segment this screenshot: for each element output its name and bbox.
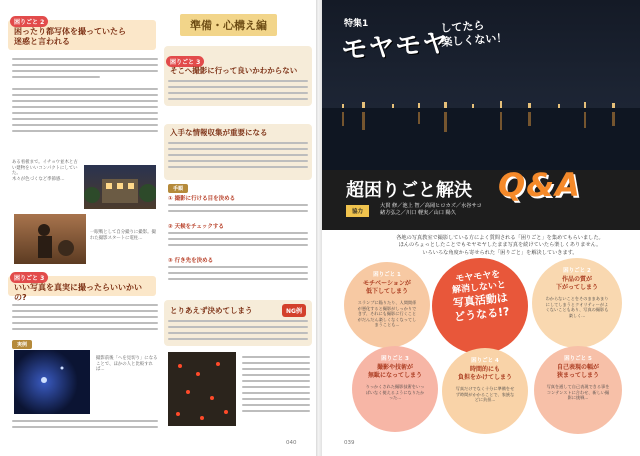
problem-circle-3: [352, 346, 438, 432]
body-text: [12, 304, 158, 334]
panel-heading: 入手な情報収集が重要になる: [170, 128, 268, 137]
photo-caption: 一眼戦として自分撮りに撮影。撮れた撮影スタートに電柱...: [90, 230, 156, 241]
hero-night-photo: [322, 0, 640, 170]
problem-body: わからないことをそのままあまりにしてしまうとクオリティーがよくないこともあり、写真の撮影も楽しく...: [545, 296, 609, 318]
photo-red-lights: [168, 352, 236, 426]
body-text: [168, 320, 308, 344]
contributors: 大貫 修／池上 智／高岡ヒロカズ／水谷サコ 緒方弘之／川口 軽実／山口 陽久: [380, 203, 482, 216]
problem-body: スランプに陥りたり、人間関係が悪化すると撮影がしっかりできず、それにも撮影に行くことがだんだん楽しくなくなってしまうことも...: [357, 300, 417, 328]
problem-circle-1: [344, 262, 430, 348]
question-title: 困ったり都写体を撮っていたら 迷惑と言われる: [14, 27, 126, 46]
problem-number: 困りごと 5: [564, 356, 592, 362]
qa-heading: Q&A: [498, 166, 581, 204]
problem-title: モチベーションが 低下してしまう: [363, 280, 411, 295]
photo-night-blue: [14, 350, 90, 414]
ng-badge: NG例: [282, 304, 306, 317]
cooperation-label: 協力: [346, 205, 369, 217]
feature-title: モヤモヤ: [340, 28, 451, 66]
center-heading-line2: 写真活動は どうなる!?: [452, 291, 511, 324]
body-text: [168, 232, 308, 250]
tag-real-example: 実例: [12, 340, 32, 349]
question-badge: 困りごと 3: [166, 56, 204, 67]
intro-text: 各地の写真教室で撮影している方によく質問される「困りごと」を集めてもらいました。 ほんのちょっとしたことでもモヤモヤしたまま写真を続けていたら楽しくありません。 いろいろな角度から寄せられた「困りごと」を解決していきます。: [396, 235, 604, 256]
question-badge: 困りごと 3: [10, 272, 48, 283]
problem-circle-4: [442, 348, 528, 434]
photo-person: [14, 214, 86, 264]
problem-body: りっかくされた撮影技術をいっぱいなく使えるようになりたかった...: [365, 384, 425, 401]
problem-number: 困りごと 2: [563, 268, 591, 274]
problem-title: 時間的にも 負担をかけてしまう: [457, 366, 512, 381]
body-text: [242, 356, 310, 420]
article-title: 超困りごと解決: [346, 180, 472, 201]
problem-circle-5: [534, 346, 622, 434]
question-title: いい写真を真実に撮ったらいいかいの?: [14, 283, 142, 302]
step-item: ① 撮影に行ける目を決める: [168, 196, 236, 202]
problem-title: 作品の質が 下がってしまう: [555, 276, 598, 291]
body-text: [168, 142, 308, 178]
step-item: ③ 行き先を決める: [168, 258, 214, 264]
body-text: [168, 204, 308, 216]
center-heading: [438, 268, 523, 326]
problem-title: 自己表現の幅が 狭まってしまう: [556, 364, 599, 379]
panel-heading: そこへ撮影に行って良いかわからない: [170, 66, 298, 75]
left-page: [0, 0, 318, 456]
problem-body: 写真を通して自己表現できる事をコンテンストに合わせ、新しい撮影に挑戦...: [546, 384, 610, 401]
problem-circle-2: [532, 258, 622, 348]
section-tag: 準備・心構え編: [180, 14, 277, 36]
problem-number: 困りごと 1: [373, 272, 401, 278]
tag-steps: 手順: [168, 184, 188, 193]
page-number: 039: [344, 440, 355, 446]
step-item: ② 天候をチェックする: [168, 224, 224, 230]
problem-title: 撮影や技術が 無駄になってしまう: [367, 364, 422, 379]
photo-illumination: [84, 165, 156, 209]
question-badge: 困りごと 2: [10, 16, 48, 27]
feature-label: 特集1: [344, 19, 369, 29]
photo-caption: 撮影前後「へを見切り」になることで、ほかの人と比較すれば...: [96, 356, 158, 373]
body-text: [168, 266, 308, 284]
body-text: [12, 88, 158, 136]
problem-body: 写真だけでなく十分に準備をせず時間がかかることで、家族などに負担...: [455, 386, 515, 403]
feature-subtitle: してたら 楽しくない！: [440, 18, 508, 49]
problem-number: 困りごと 3: [381, 356, 409, 362]
body-text: [168, 80, 308, 104]
right-page: [322, 0, 640, 456]
photo-caption: ある看板まで。イチョウ並木と古い建物をいいコンパクトにしていた。 木々が色づくなど季節感...: [12, 160, 78, 182]
center-heading-line1: モヤモヤを 解消しないと: [451, 269, 507, 296]
problem-number: 困りごと 4: [471, 358, 499, 364]
body-text: [12, 58, 158, 82]
body-text: [12, 420, 158, 436]
page-number: 040: [286, 440, 297, 446]
panel-heading: とりあえず決めてしまう: [170, 306, 253, 315]
